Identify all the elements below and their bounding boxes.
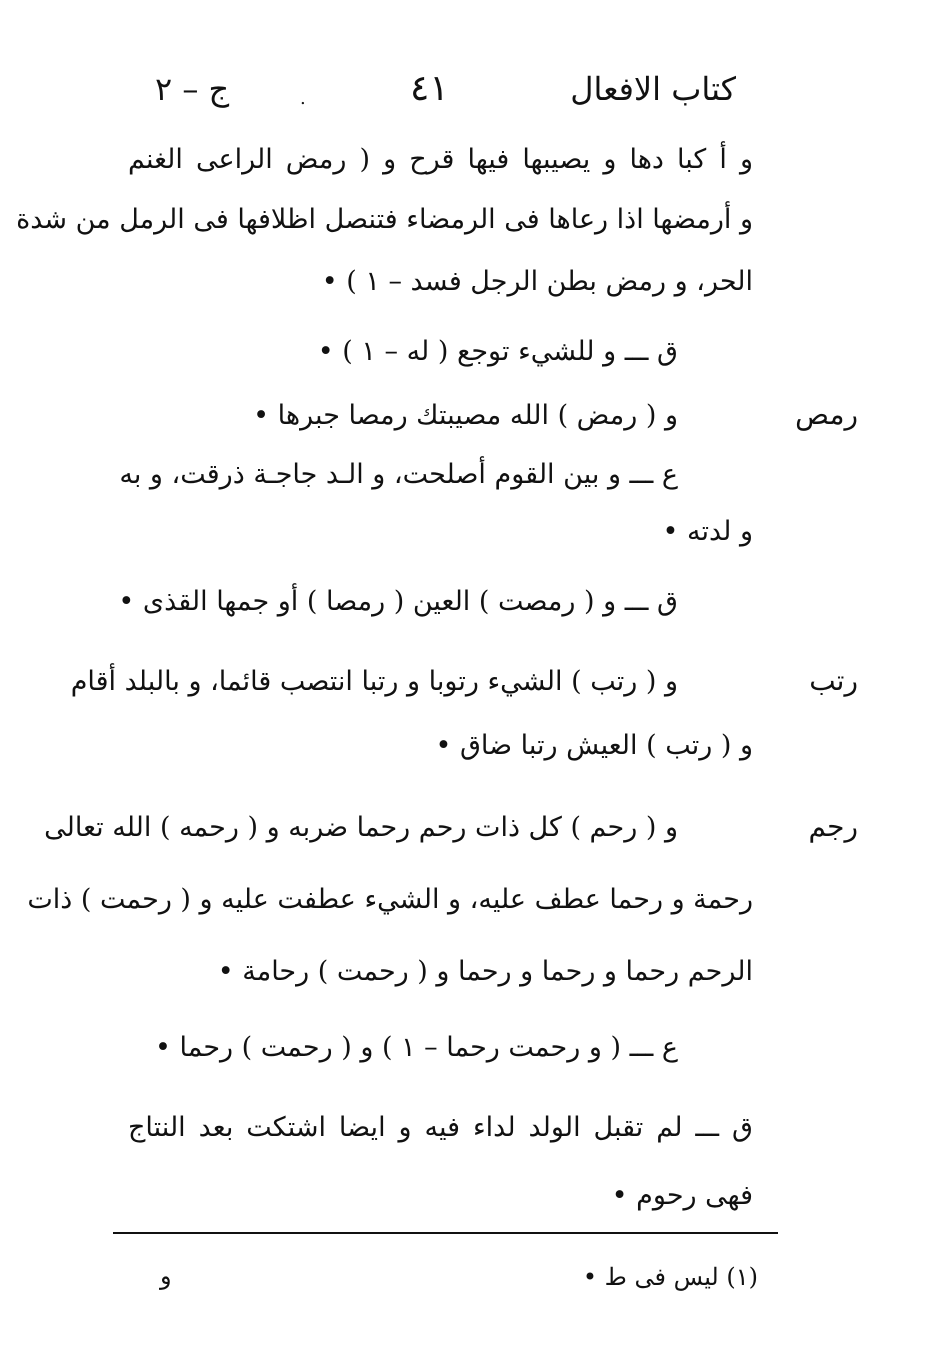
text-line: ع ـــ ( و رحمت رحما – ١ ) و ( رحمت ) رحما • — [155, 1032, 678, 1063]
text-line: ق ـــ و للشيء توجع ( له – ١ ) • — [317, 336, 678, 367]
margin-entry-word: رمص — [795, 398, 858, 431]
footnote: (١) ليس فى ط • — [582, 1263, 758, 1291]
margin-entry-word: رتب — [809, 664, 858, 697]
text-line: و ( رتب ) العيش رتبا ضاق • — [435, 730, 753, 761]
text-line: و لدته • — [662, 516, 753, 547]
margin-entry-word: رجم — [808, 810, 858, 843]
text-line: رحمة و رحما عطف عليه، و الشيء عطفت عليه و ( رحمت ) ذات — [27, 884, 753, 915]
footnote-separator — [113, 1232, 778, 1234]
header-dot: . — [300, 88, 306, 109]
catchword: و — [160, 1262, 172, 1290]
text-line: و ( رتب ) الشيء رتوبا و رتبا انتصب قائما، و بالبلد أقام — [70, 666, 678, 697]
page-number: ٤١ — [410, 68, 449, 109]
volume-label: ج – ٢ — [155, 70, 230, 108]
text-line: ق ـــ لم تقبل الولد لداء فيه و ايضا اشتكت بعد النتاج — [128, 1112, 753, 1143]
text-line: و أرمضها اذا رعاها فى الرمضاء فتنصل اظلافها فى الرمل من شدة — [16, 204, 753, 235]
text-line: الرحم رحما و رحما و رحما و ( رحمت ) رحامة • — [217, 956, 753, 987]
text-line: و ( رمض ) الله مصيبتك رمصا جبرها • — [253, 400, 678, 431]
text-line: ق ـــ و ( رمصت ) العين ( رمصا ) أو جمها القذى • — [118, 586, 678, 617]
text-line: و ( رحم ) كل ذات رحم رحما ضربه و ( رحمه ) الله تعالى — [44, 812, 678, 843]
text-line: و أ كبا دها و يصيبها فيها قرح و ( رمض الراعى الغنم — [128, 144, 753, 175]
text-line: ع ـــ و بين القوم أصلحت، و الـد جاجـة ذرقت، و به — [119, 459, 678, 490]
text-line: فهى رحوم • — [611, 1180, 753, 1211]
book-title: كتاب الافعال — [570, 70, 736, 108]
text-line: الحر، و رمض بطن الرجل فسد – ١ ) • — [321, 266, 753, 297]
